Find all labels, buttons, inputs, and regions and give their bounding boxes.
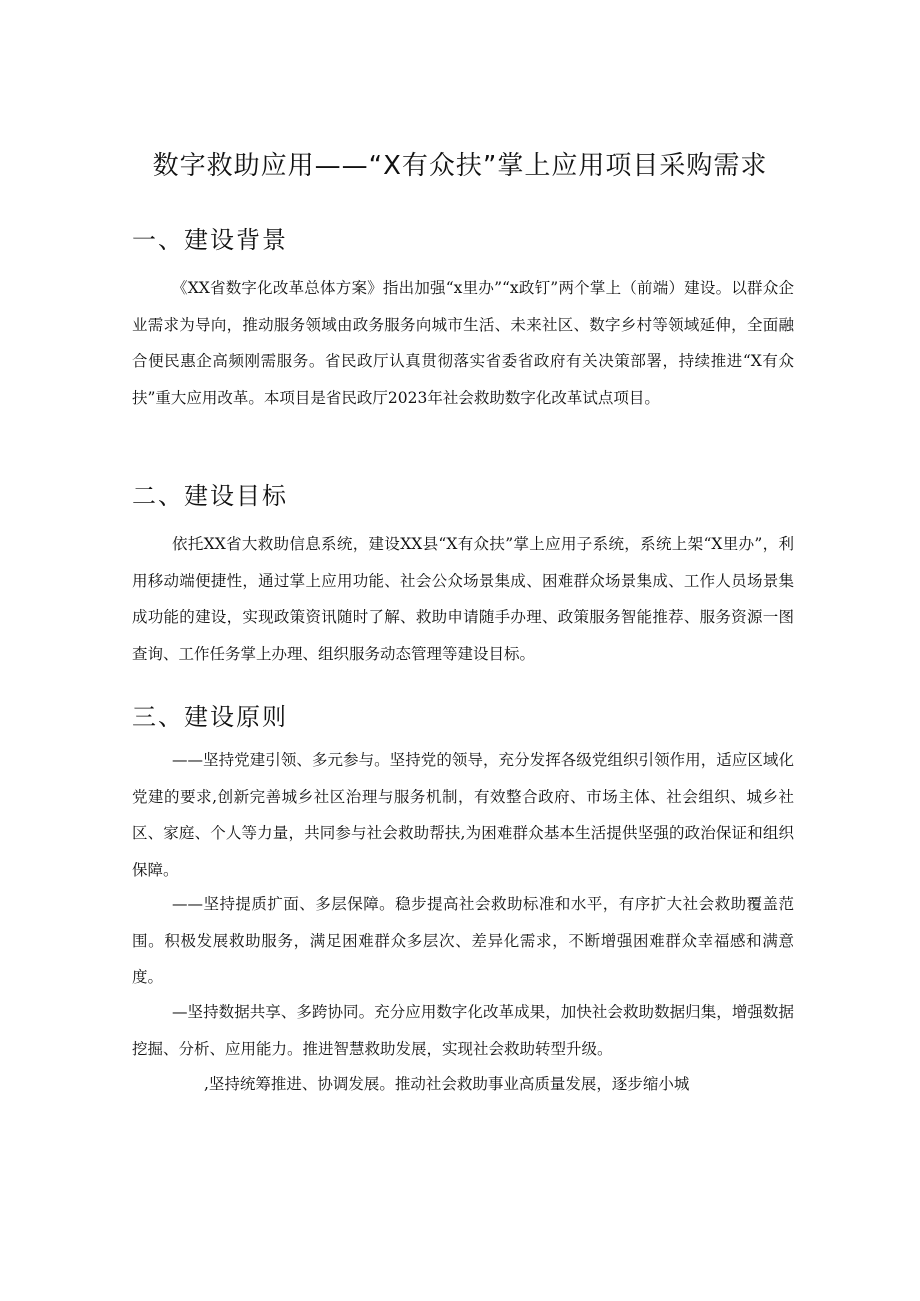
paragraph-principle-party-leadership: ——坚持党建引领、多元参与。坚持党的领导，充分发挥各级党组织引领作用，适应区域化党建的要求,创新完善城乡社区治理与服务机制，有效整合政府、市场主体、社会组织、城乡社区、家庭、个人等力量，共同参与社会救助帮扶,为困难群众基本生活提供坚强的政治保证和组织保障。 xyxy=(132,751,794,879)
paragraph-principle-data-sharing: —坚持数据共享、多跨协同。充分应用数字化改革成果，加快社会救助数据归集，增强数据挖掘、分析、应用能力。推进智慧救助发展，实现社会救助转型升级。 xyxy=(132,1003,794,1058)
paragraph-goals: 依托XX省大救助信息系统，建设XX县“X有众扶”掌上应用子系统，系统上架“X里办”，利用移动端便捷性，通过掌上应用功能、社会公众场景集成、困难群众场景集成、工作人员场景集成功能的建设，实现政策资讯随时了解、救助申请随手办理、政策服务智能推荐、服务资源一图查询、工作任务掌上办理、组织服务动态管理等建设目标。 xyxy=(132,535,794,663)
paragraph-principle-coordinated-development: ,坚持统筹推进、协调发展。推动社会救助事业高质量发展，逐步缩小城 xyxy=(204,1075,690,1093)
section-heading-principles: 三、建设原则 xyxy=(132,703,288,731)
section-heading-goals: 二、建设目标 xyxy=(132,482,288,510)
section-heading-background: 一、建设背景 xyxy=(132,226,288,254)
paragraph-background: 《XX省数字化改革总体方案》指出加强“x里办”“x政钉”两个掌上（前端）建设。以群众企业需求为导向，推动服务领域由政务服务向城市生活、未来社区、数字乡村等领域延伸，全面融合便民惠企高频刚需服务。省民政厅认真贯彻落实省委省政府有关决策部署，持续推进“X有众扶”重大应用改革。本项目是省民政厅2023年社会救助数字化改革试点项目。 xyxy=(132,279,794,407)
page-title: 数字救助应用——“X有众扶”掌上应用项目采购需求 xyxy=(152,151,768,181)
paragraph-principle-quality-coverage: ——坚持提质扩面、多层保障。稳步提高社会救助标准和水平，有序扩大社会救助覆盖范围。积极发展救助服务，满足困难群众多层次、差异化需求，不断增强困难群众幸福感和满意度。 xyxy=(132,895,794,986)
